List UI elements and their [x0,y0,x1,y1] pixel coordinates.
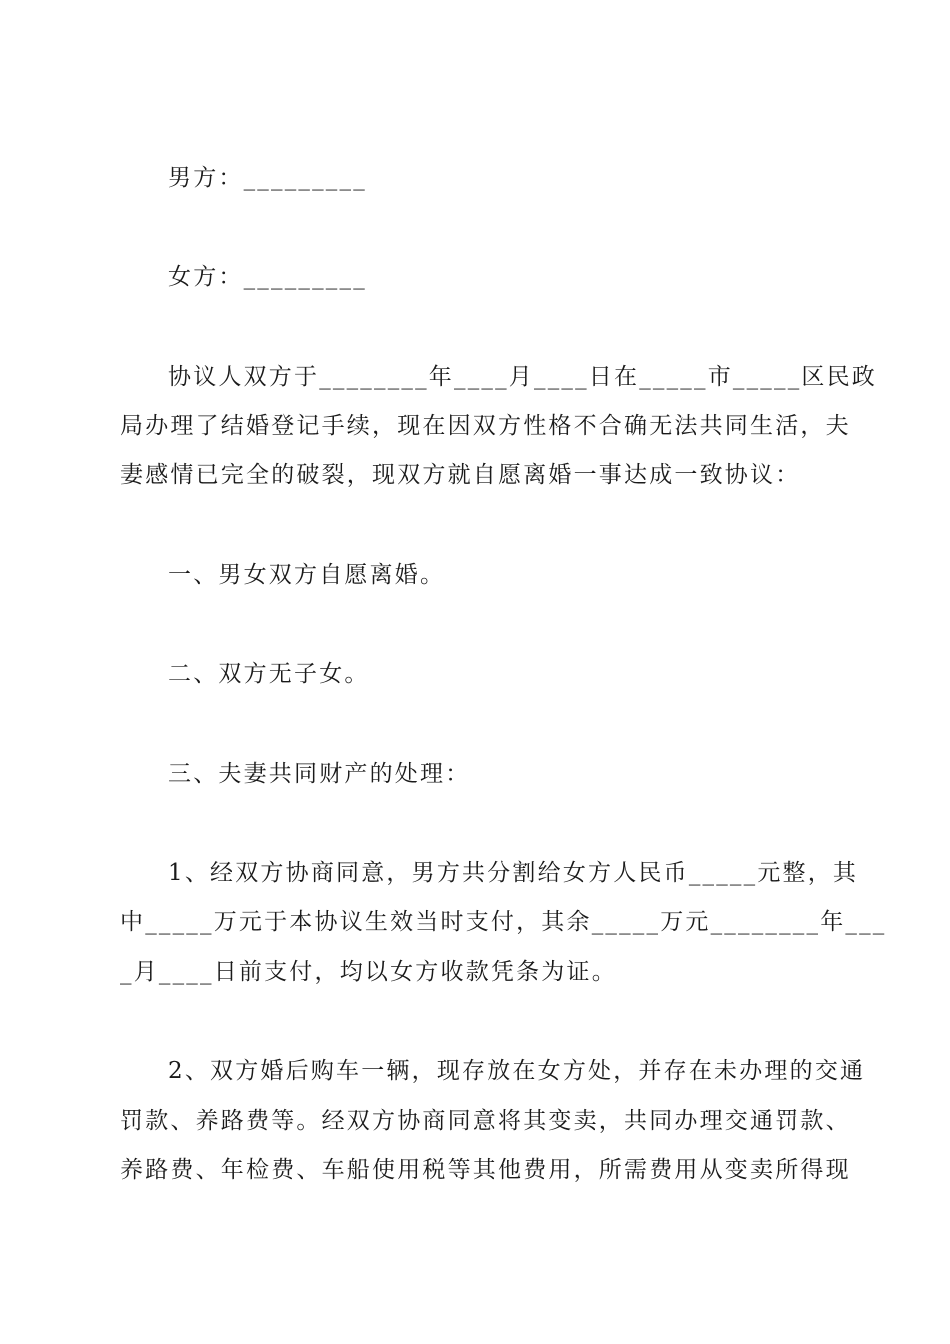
agreement-intro-line-1: 协议人双方于________年____月____日在_____市_____区民政 [168,364,877,390]
clause-one: 一、男女双方自愿离婚。 [168,562,446,588]
clause-three-heading: 三、夫妻共同财产的处理： [168,761,471,787]
property-item-1-line-3: _月____日前支付，均以女方收款凭条为证。 [120,959,617,985]
property-item-2-line-3: 养路费、年检费、车船使用税等其他费用，所需费用从变卖所得现 [120,1157,851,1183]
property-item-1-line-2: 中_____万元于本协议生效当时支付，其余_____万元________年___ [120,909,887,935]
female-party-line: 女方：_________ [168,264,367,290]
male-party-line: 男方：_________ [168,165,367,191]
property-item-2-line-1: 2、双方婚后购车一辆，现存放在女方处，并存在未办理的交通 [168,1058,866,1084]
property-item-2-line-2: 罚款、养路费等。经双方协商同意将其变卖，共同办理交通罚款、 [120,1108,851,1134]
clause-two: 二、双方无子女。 [168,661,370,687]
agreement-intro-line-2: 局办理了结婚登记手续，现在因双方性格不合确无法共同生活，夫 [120,413,851,439]
agreement-intro-line-3: 妻感情已完全的破裂，现双方就自愿离婚一事达成一致协议： [120,462,801,488]
property-item-1-line-1: 1、经双方协商同意，男方共分割给女方人民币_____元整，其 [168,860,859,886]
